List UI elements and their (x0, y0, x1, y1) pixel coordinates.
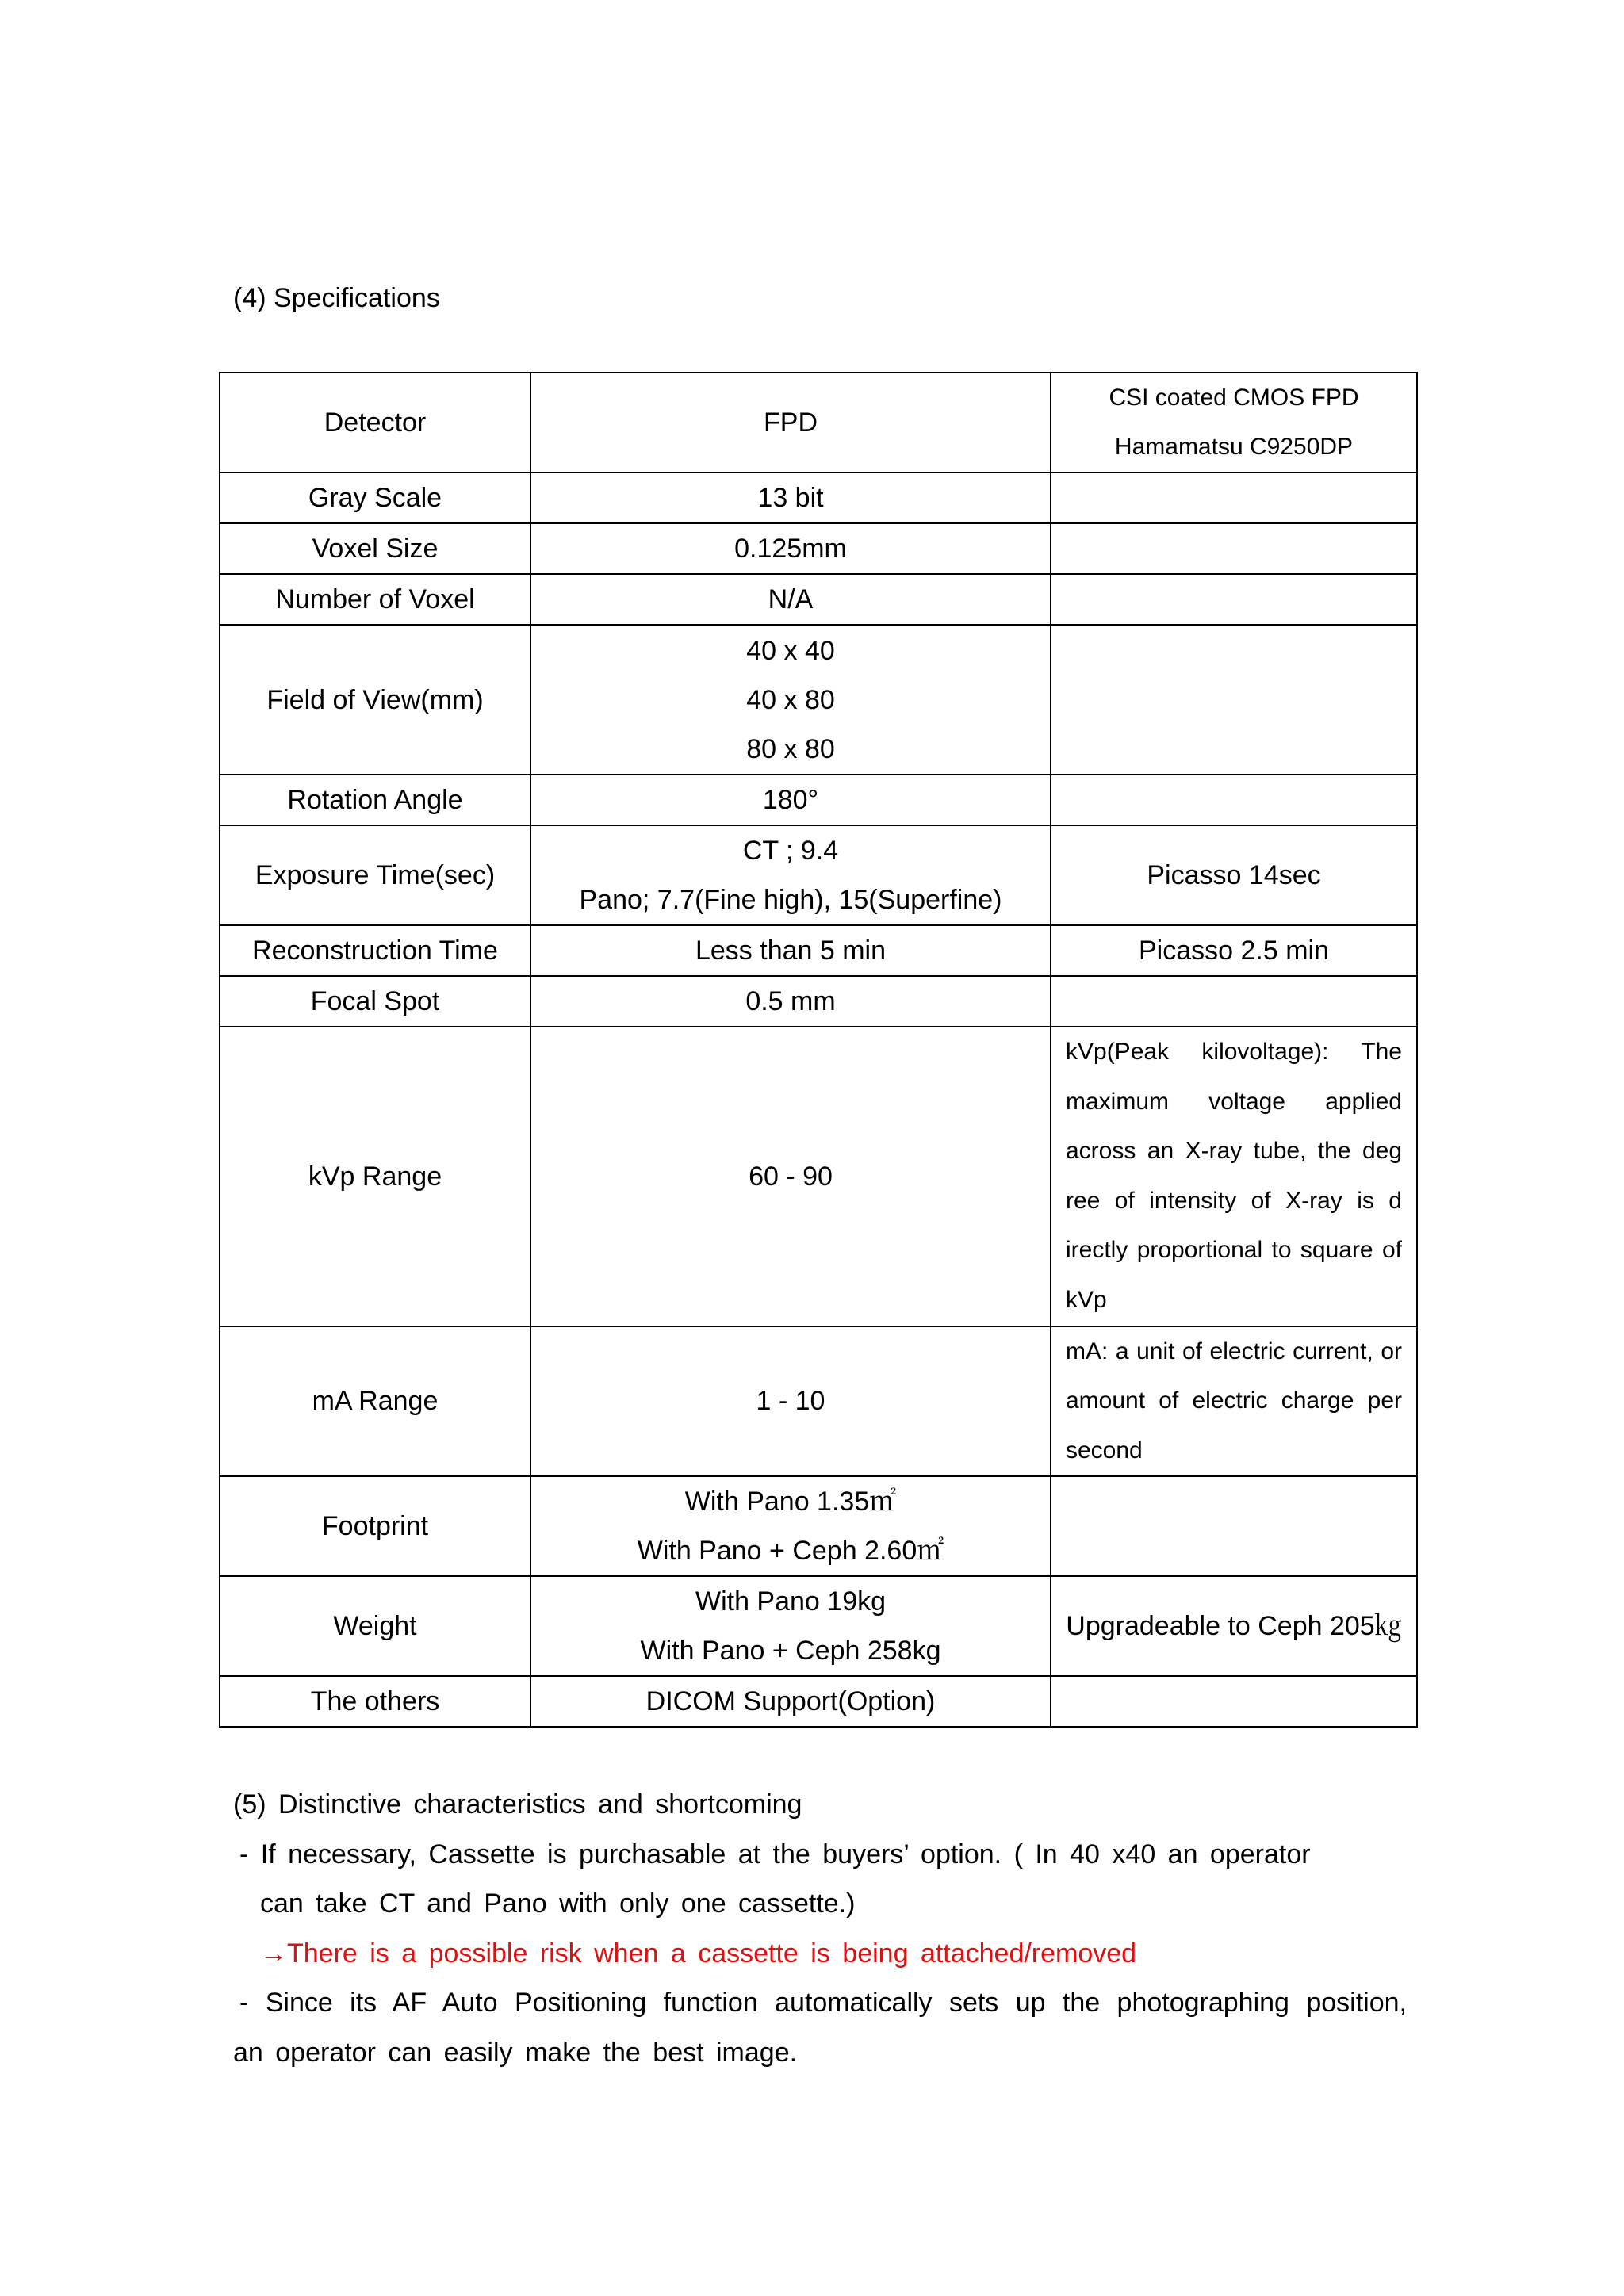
table-row (220, 1676, 1417, 1727)
spec-label: Exposure Time(sec) (220, 825, 530, 925)
value-line: 40 x 80 (746, 684, 835, 715)
paragraph-line: - Since its AF Auto Positioning function automatically sets up the photographing position, (239, 1988, 1407, 2018)
spec-note-empty (1051, 976, 1417, 1027)
spec-label: Field of View(mm) (220, 625, 530, 775)
spec-value: Less than 5 min (530, 925, 1051, 976)
spec-note-empty (1051, 523, 1417, 574)
spec-note (1051, 373, 1417, 473)
note-line: CSI coated CMOS FPD (1109, 385, 1359, 411)
table-row (220, 775, 1417, 825)
spec-value: DICOM Support(Option) (530, 1676, 1051, 1727)
spec-label: Detector (220, 373, 530, 473)
spec-value: FPD (530, 373, 1051, 473)
value-line: 40 x 40 (746, 635, 835, 666)
spec-value: 0.125mm (530, 523, 1051, 574)
note-paragraph: kVp(Peak kilovoltage): The maximum voltage applied across an X-ray tube, the deg ree of intensity of X-ray is d irectly proportional to square of kVp (1066, 1039, 1402, 1313)
spec-value (530, 1476, 1051, 1576)
table-row (220, 976, 1417, 1027)
spec-label: Focal Spot (220, 976, 530, 1027)
paragraph-line: an operator can easily make the best image. (233, 2037, 798, 2068)
paragraph-line: - If necessary, Cassette is purchasable at the buyers’ option. ( In 40 x40 an operator (239, 1839, 1311, 1869)
spec-label: kVp Range (220, 1027, 530, 1326)
value-line: CT ; 9.4 (742, 836, 839, 866)
note-line: Hamamatsu C9250DP (1114, 434, 1354, 460)
spec-value (530, 625, 1051, 775)
value-line: With Pano + Ceph 2.60㎡ (637, 1536, 944, 1567)
spec-value (530, 1576, 1051, 1676)
table-row (220, 1027, 1417, 1326)
value-line: With Pano 1.35㎡ (684, 1487, 897, 1517)
table-row (220, 373, 1417, 473)
spec-label: Weight (220, 1576, 530, 1676)
spec-label: mA Range (220, 1326, 530, 1477)
value-line: 80 x 80 (746, 733, 835, 764)
specifications-table (219, 372, 1418, 1728)
spec-note (1051, 1027, 1417, 1326)
spec-label: The others (220, 1676, 530, 1727)
spec-note-empty (1051, 625, 1417, 775)
spec-label: Number of Voxel (220, 574, 530, 625)
spec-note-empty (1051, 1476, 1417, 1576)
table-row (220, 1326, 1417, 1477)
value-line: With Pano 19kg (695, 1586, 887, 1617)
section-5-heading: (5) Distinctive characteristics and shortcoming (233, 1789, 802, 1820)
spec-note: Picasso 14sec (1051, 825, 1417, 925)
warning-line: →There is a possible risk when a cassette is being attached/removed (260, 1938, 1137, 1969)
spec-note (1051, 1326, 1417, 1477)
table-row (220, 574, 1417, 625)
spec-value: 180° (530, 775, 1051, 825)
section-5 (233, 1780, 1407, 2077)
spec-label: Reconstruction Time (220, 925, 530, 976)
spec-value: 0.5 mm (530, 976, 1051, 1027)
table-row (220, 925, 1417, 976)
spec-value: 13 bit (530, 473, 1051, 523)
value-line: Pano; 7.7(Fine high), 15(Superfine) (579, 885, 1002, 915)
spec-note-empty (1051, 473, 1417, 523)
spec-value: N/A (530, 574, 1051, 625)
table-row (220, 473, 1417, 523)
spec-label: Rotation Angle (220, 775, 530, 825)
table-row (220, 825, 1417, 925)
spec-value: 60 - 90 (530, 1027, 1051, 1326)
section-4-heading: (4) Specifications (233, 283, 440, 313)
note-paragraph: mA: a unit of electric current, or amount of electric charge per second (1066, 1337, 1402, 1464)
spec-value (530, 825, 1051, 925)
spec-note-empty (1051, 1676, 1417, 1727)
spec-note: Upgradeable to Ceph 205㎏ (1051, 1576, 1417, 1676)
table-row (220, 1576, 1417, 1676)
spec-label: Gray Scale (220, 473, 530, 523)
spec-note-empty (1051, 775, 1417, 825)
spec-label: Footprint (220, 1476, 530, 1576)
spec-note-empty (1051, 574, 1417, 625)
table-row (220, 523, 1417, 574)
spec-label: Voxel Size (220, 523, 530, 574)
table-row (220, 625, 1417, 775)
spec-note: Picasso 2.5 min (1051, 925, 1417, 976)
table-row (220, 1476, 1417, 1576)
value-line: With Pano + Ceph 258kg (640, 1636, 941, 1667)
paragraph-line: can take CT and Pano with only one cassette.) (260, 1888, 856, 1919)
spec-value: 1 - 10 (530, 1326, 1051, 1477)
